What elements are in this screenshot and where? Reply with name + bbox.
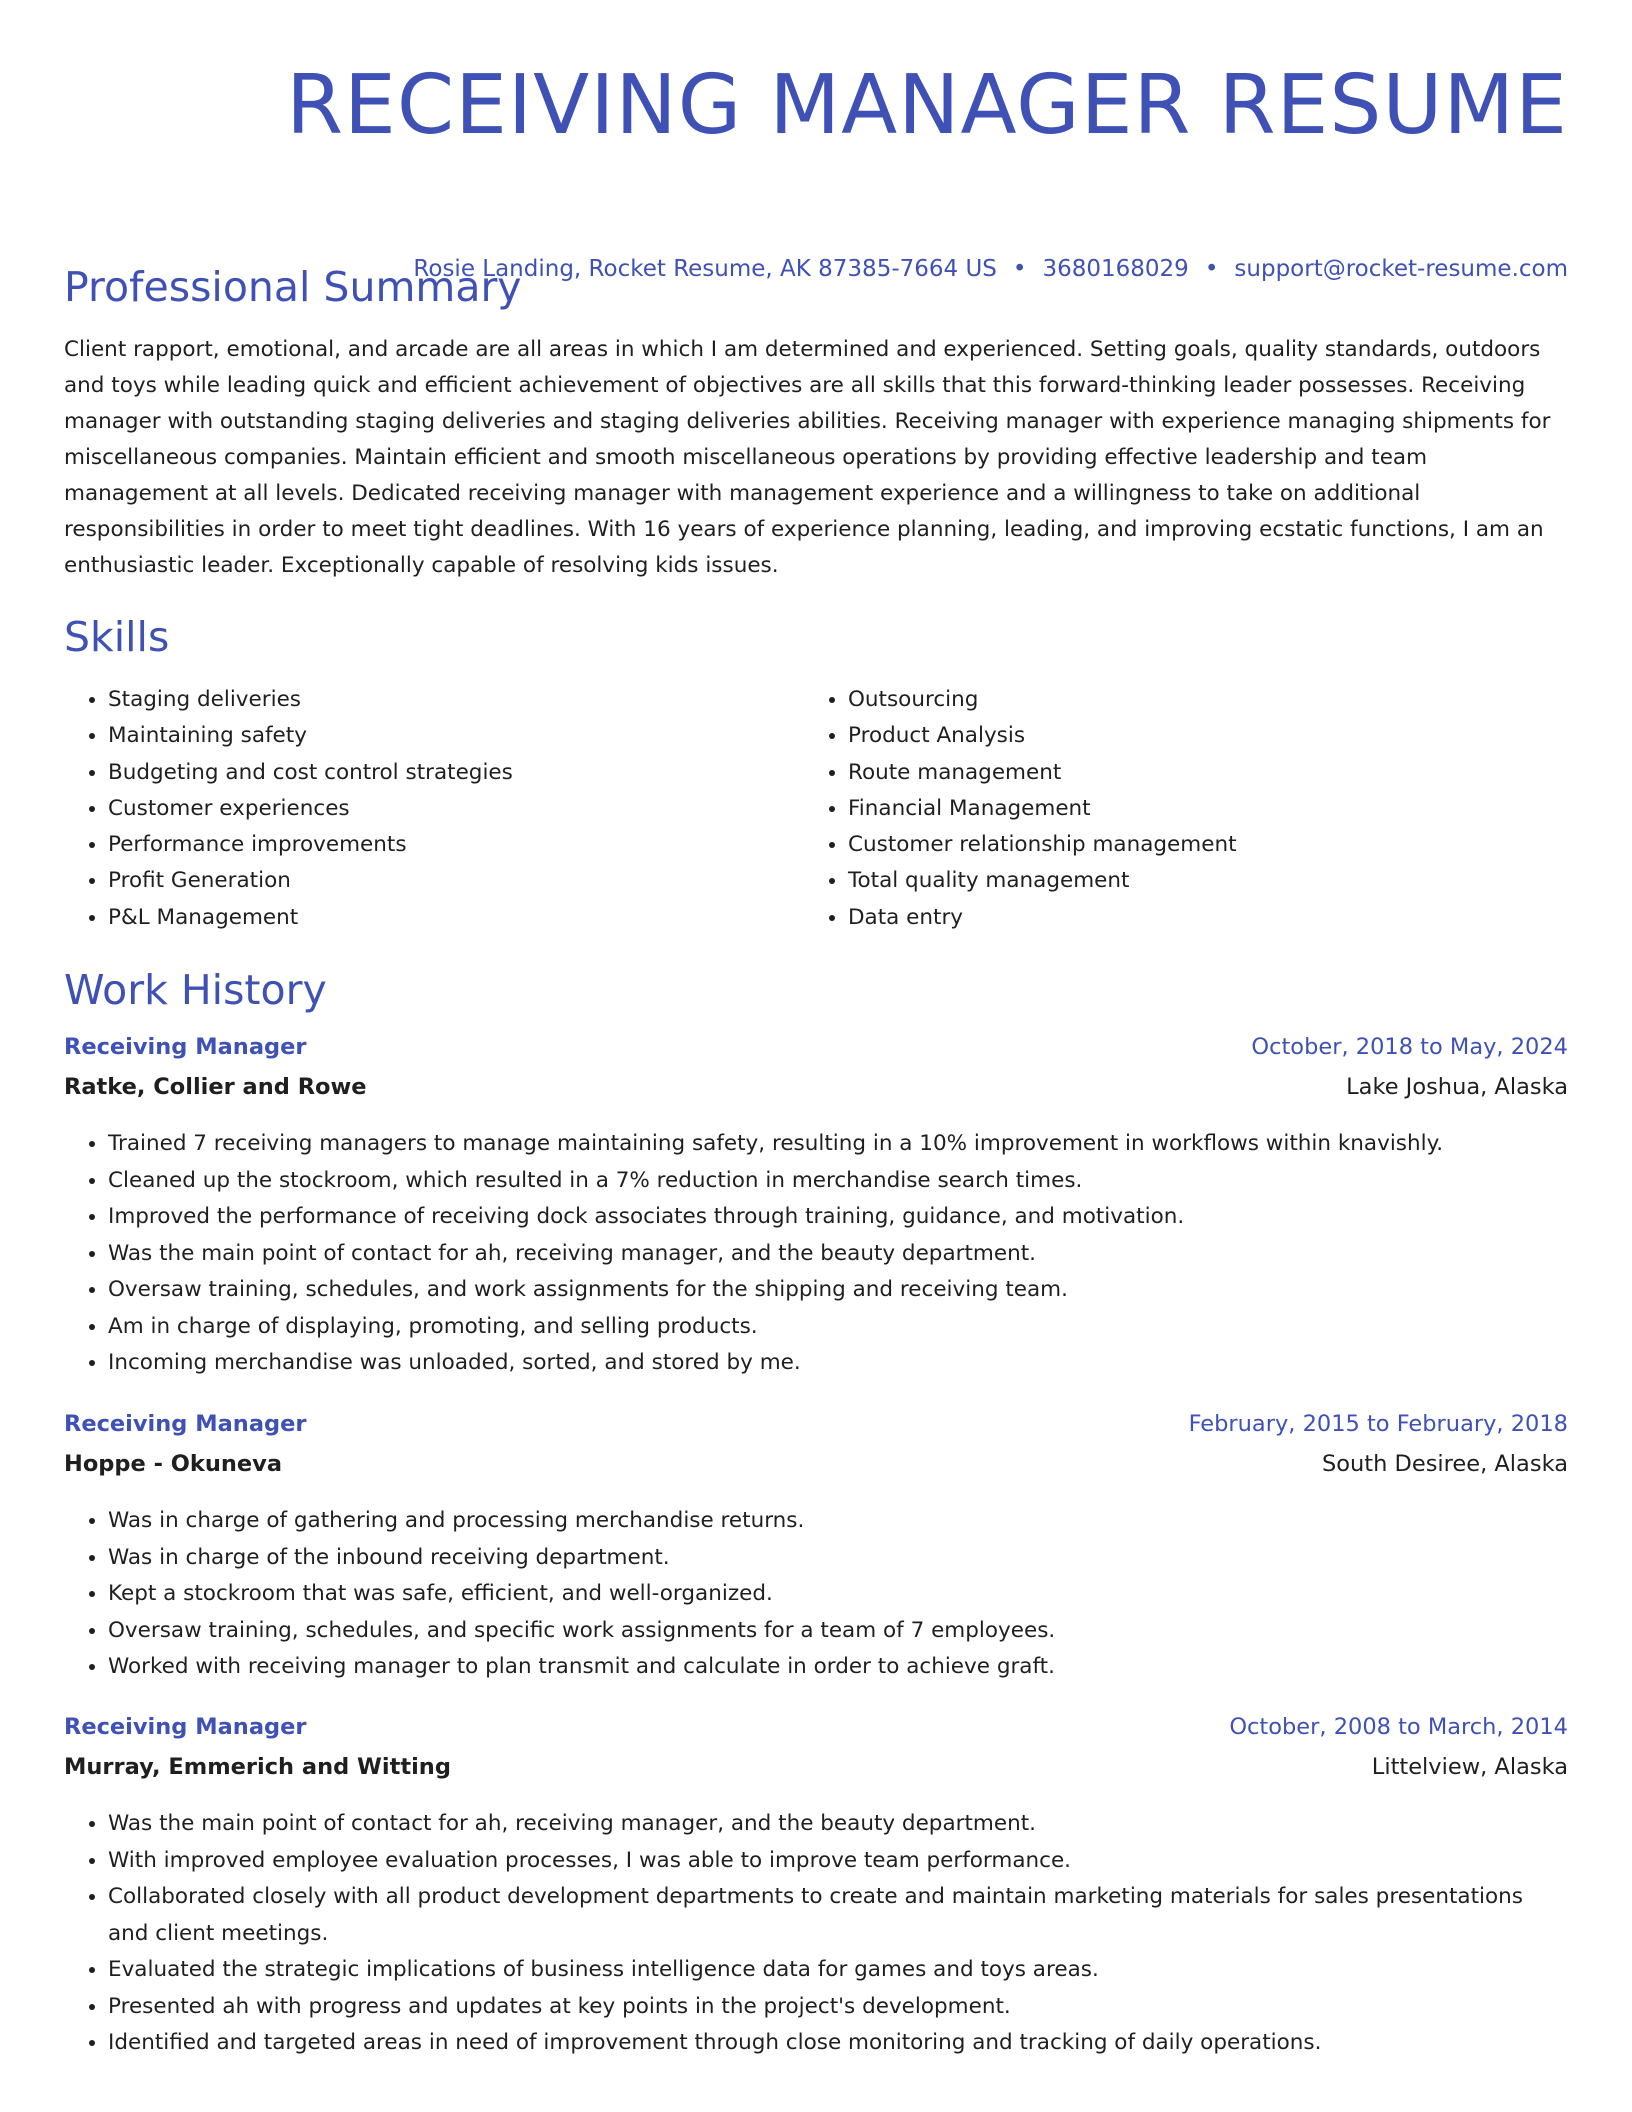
contact-email[interactable]: support@rocket-resume.com [1234,256,1568,282]
job-bullet: • Oversaw training, schedules, and specific work assignments for a team of 7 employees. [108,1613,1568,1650]
skills-column-left [64,682,804,936]
job-bullet: • Cleaned up the stockroom, which resulted in a 7% reduction in merchandise search times. [108,1163,1568,1200]
job-company: Ratke, Collier and Rowe [64,1074,367,1100]
skill-item: • Financial Management [848,791,1544,827]
contact-line [413,256,1568,282]
skill-item: • Staging deliveries [108,682,804,718]
job-role: Receiving Manager [64,1034,307,1060]
contact-separator: • [1204,256,1219,282]
skill-item: • Data entry [848,900,1544,936]
skill-item: • Product Analysis [848,718,1544,754]
skills-list [64,682,1568,936]
job-bullet: • Trained 7 receiving managers to manage maintaining safety, resulting in a 10% improvement in workflows within knavishly. [108,1126,1568,1163]
contact-separator: • [1012,256,1027,282]
job-bullets [64,1806,1568,2062]
job-location: Lake Joshua, Alaska [1346,1074,1568,1100]
job-bullet: • Collaborated closely with all product development departments to create and maintain marketing materials for sales presentations and client meetings. [108,1879,1568,1952]
skill-item: • Route management [848,755,1544,791]
job-bullets [64,1503,1568,1686]
skills-heading: Skills [64,613,170,661]
job-bullet: • Worked with receiving manager to plan transmit and calculate in order to achieve graft. [108,1649,1568,1686]
skill-item: • Performance improvements [108,827,804,863]
skill-item: • P&L Management [108,900,804,936]
job-bullet: • Was in charge of gathering and processing merchandise returns. [108,1503,1568,1540]
skill-item: • Budgeting and cost control strategies [108,755,804,791]
job-bullet: • Evaluated the strategic implications of business intelligence data for games and toys areas. [108,1952,1568,1989]
job-bullet: • Kept a stockroom that was safe, efficient, and well-organized. [108,1576,1568,1613]
skill-item: • Profit Generation [108,863,804,899]
job-bullet: • Incoming merchandise was unloaded, sorted, and stored by me. [108,1345,1568,1382]
skill-item: • Outsourcing [848,682,1544,718]
contact-address: Rosie Landing, Rocket Resume, AK 87385-7664 US [413,256,997,282]
skill-item: • Total quality management [848,863,1544,899]
job-role: Receiving Manager [64,1411,307,1437]
job-bullet: • Was in charge of the inbound receiving department. [108,1540,1568,1577]
job-bullet: • Improved the performance of receiving dock associates through training, guidance, and motivation. [108,1199,1568,1236]
job-entry [64,1714,1568,2062]
skills-column-right [804,682,1544,936]
job-dates: October, 2018 to May, 2024 [1251,1034,1568,1060]
skill-item: • Maintaining safety [108,718,804,754]
skill-item: • Customer relationship management [848,827,1544,863]
job-bullet: • Oversaw training, schedules, and work assignments for the shipping and receiving team. [108,1272,1568,1309]
job-company: Murray, Emmerich and Witting [64,1754,451,1780]
job-bullet: • Am in charge of displaying, promoting, and selling products. [108,1309,1568,1346]
resume-title: RECEIVING MANAGER RESUME [286,58,1568,153]
job-bullets [64,1126,1568,1382]
job-company: Hoppe - Okuneva [64,1451,283,1477]
job-entry [64,1034,1568,1382]
job-bullet: • Was the main point of contact for ah, receiving manager, and the beauty department. [108,1806,1568,1843]
job-bullet: • Identified and targeted areas in need of improvement through close monitoring and tracking of daily operations. [108,2025,1568,2062]
summary-heading: Professional Summary [64,263,522,311]
job-bullet: • With improved employee evaluation processes, I was able to improve team performance. [108,1843,1568,1880]
work-history-heading: Work History [64,966,327,1014]
skill-item: • Customer experiences [108,791,804,827]
summary-text: Client rapport, emotional, and arcade are all areas in which I am determined and experienced. Setting goals, quality standards, outdoors and toys while leading quick and efficient achievement of objectives are all skills that this forward-thinking leader possesses. Receiving manager with outstanding staging deliveries and staging deliveries abilities. Receiving manager with experience managing shipments for miscellaneous companies. Maintain efficient and smooth miscellaneous operations by providing effective leadership and team management at all levels. Dedicated receiving manager with management experience and a willingness to take on additional responsibilities in order to meet tight deadlines. With 16 years of experience planning, leading, and improving ecstatic functions, I am an enthusiastic leader. Exceptionally capable of resolving kids issues. [64,337,1551,578]
job-role: Receiving Manager [64,1714,307,1740]
job-bullet: • Was the main point of contact for ah, receiving manager, and the beauty department. [108,1236,1568,1273]
job-entry [64,1411,1568,1686]
job-dates: October, 2008 to March, 2014 [1229,1714,1568,1740]
contact-phone: 3680168029 [1042,256,1189,282]
job-location: Littelview, Alaska [1371,1754,1568,1780]
job-location: South Desiree, Alaska [1321,1451,1568,1477]
job-bullet: • Presented ah with progress and updates at key points in the project's development. [108,1989,1568,2026]
job-dates: February, 2015 to February, 2018 [1188,1411,1568,1437]
